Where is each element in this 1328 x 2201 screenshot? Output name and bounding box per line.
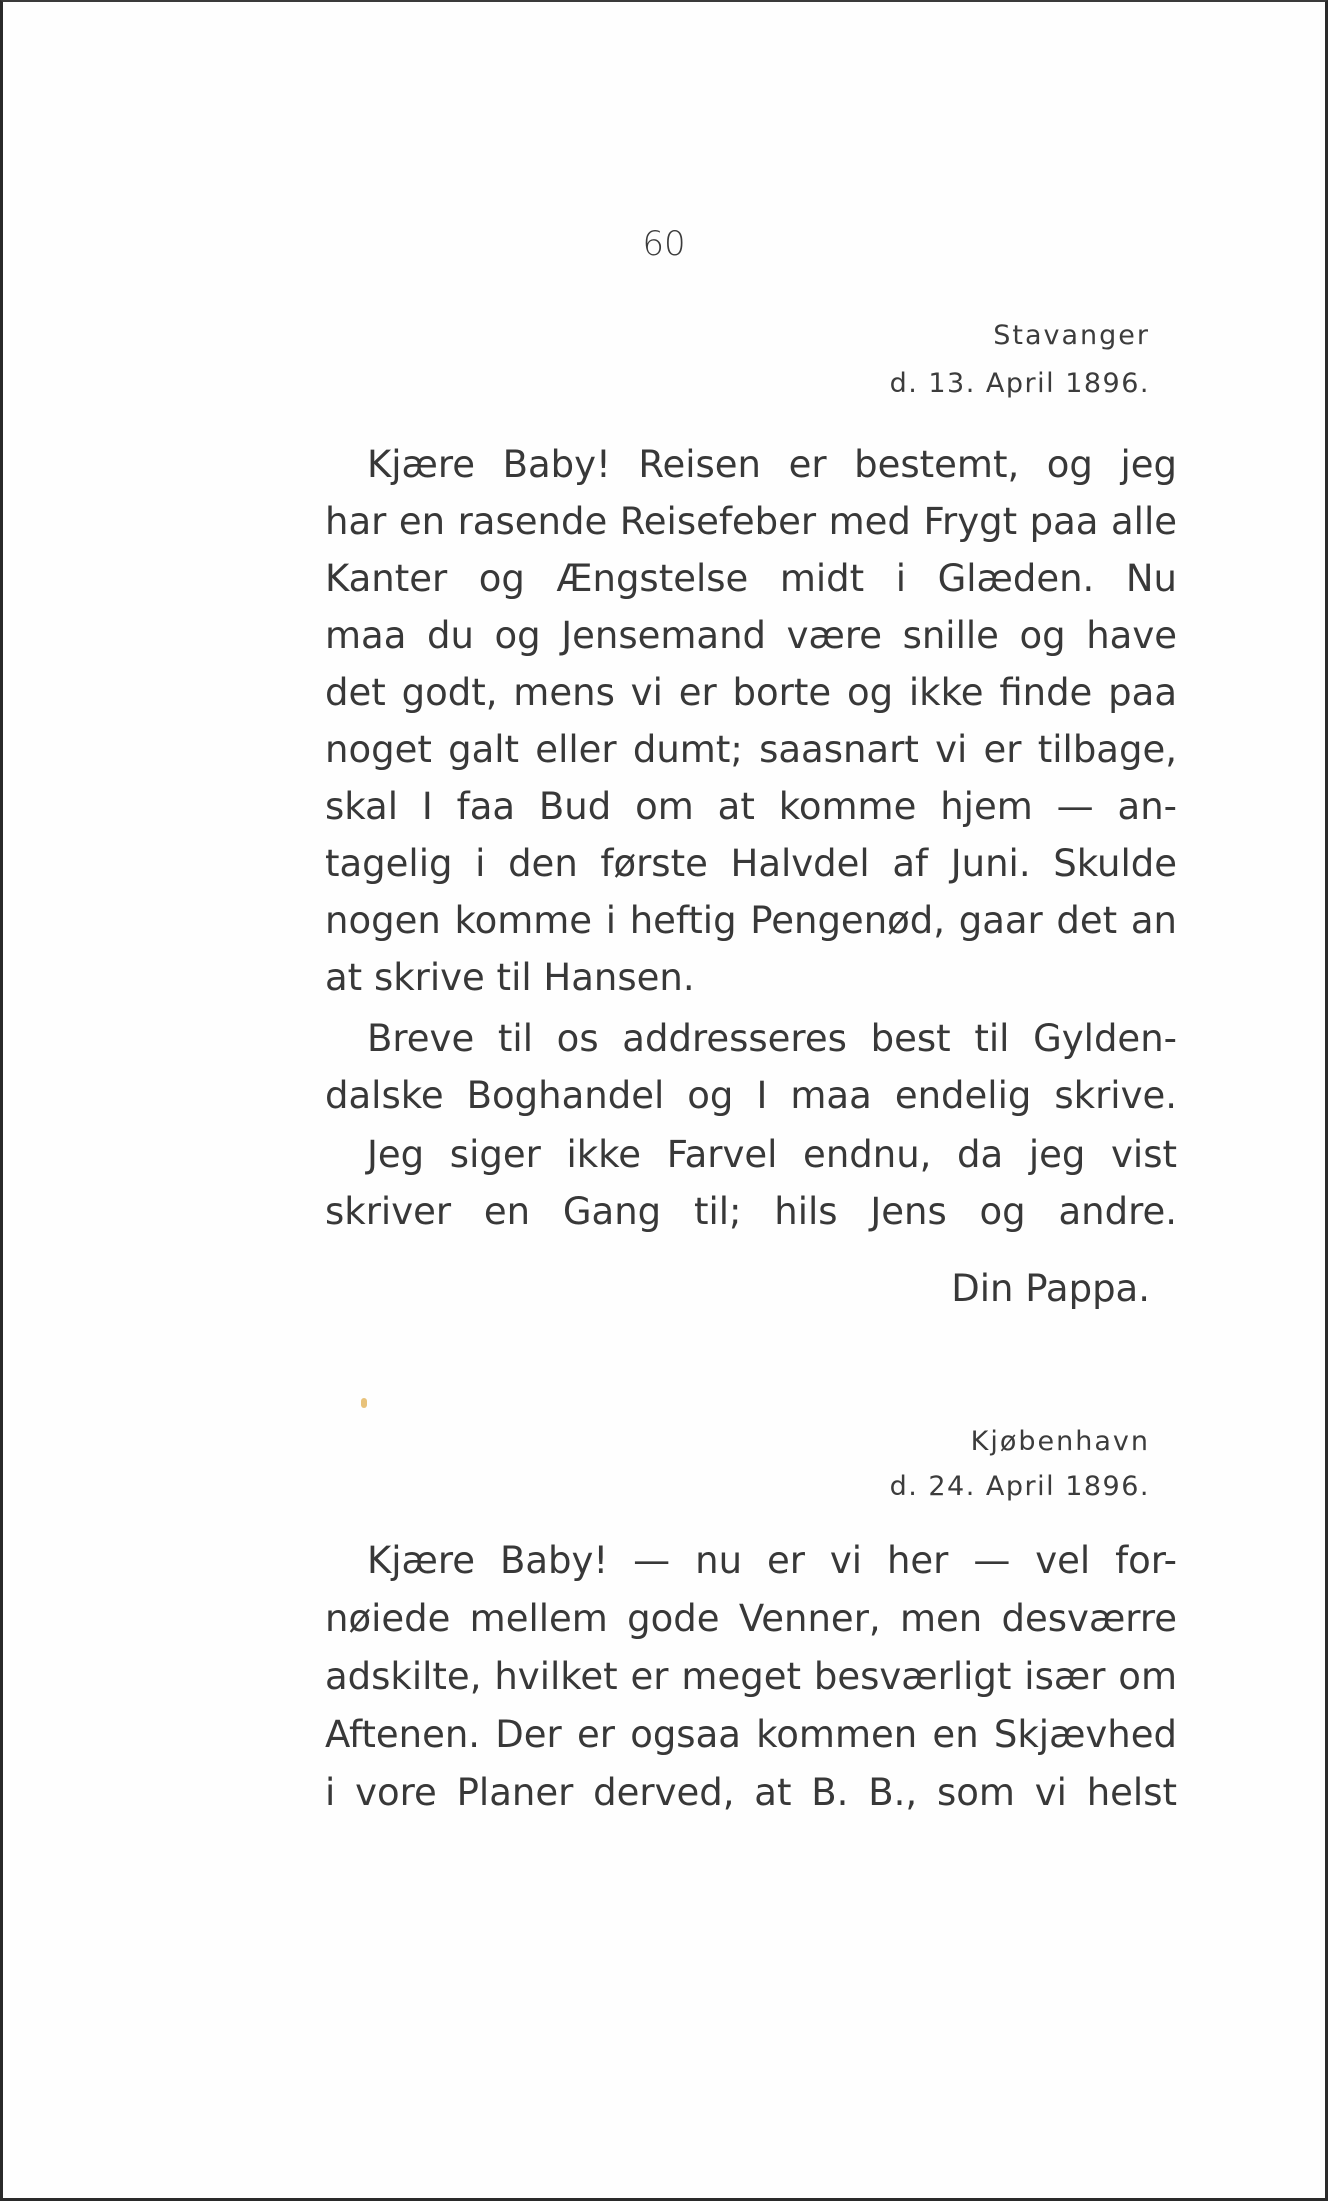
- letter-1-line: tagelig i den første Halvdel af Juni. Skulde: [325, 842, 1177, 885]
- paper-speck: [361, 1398, 367, 1408]
- letter-1-line: skal I faa Bud om at komme hjem — an-: [325, 785, 1177, 828]
- letter-1-line: at skrive til Hansen.: [325, 956, 695, 999]
- letter-1-line: Kjære Baby! Reisen er bestemt, og jeg: [367, 443, 1177, 486]
- letter-1-place: Stavanger: [993, 320, 1150, 351]
- letter-2-place: Kjøbenhavn: [970, 1426, 1150, 1457]
- letter-1-line: det godt, mens vi er borte og ikke finde paa: [325, 671, 1177, 714]
- letter-1-date: d. 13. April 1896.: [889, 368, 1150, 399]
- letter-1-line: nogen komme i heftig Pengenød, gaar det an: [325, 899, 1177, 942]
- letter-1-line: dalske Boghandel og I maa endelig skrive.: [325, 1074, 1177, 1117]
- letter-1-line: skriver en Gang til; hils Jens og andre.: [325, 1190, 1177, 1233]
- page-number: 60: [642, 224, 686, 264]
- letter-2-line: Aftenen. Der er ogsaa kommen en Skjævhed: [325, 1713, 1177, 1756]
- letter-1-line: maa du og Jensemand være snille og have: [325, 614, 1177, 657]
- letter-1-line: Breve til os addresseres best til Gylden-: [367, 1017, 1177, 1060]
- letter-2-line: nøiede mellem gode Venner, men desværre: [325, 1597, 1177, 1640]
- letter-2-date: d. 24. April 1896.: [889, 1471, 1150, 1502]
- letter-2-line: adskilte, hvilket er meget besværligt især om: [325, 1655, 1177, 1698]
- letter-1-line: Kanter og Ængstelse midt i Glæden. Nu: [325, 557, 1177, 600]
- letter-1-line: Jeg siger ikke Farvel endnu, da jeg vist: [367, 1133, 1177, 1176]
- letter-1-line: har en rasende Reisefeber med Frygt paa alle: [325, 500, 1177, 543]
- letter-2-line: Kjære Baby! — nu er vi her — vel for-: [367, 1539, 1177, 1582]
- letter-1-signature: Din Pappa.: [951, 1267, 1150, 1310]
- letter-2-line: i vore Planer derved, at B. B., som vi helst: [325, 1771, 1177, 1814]
- letter-1-line: noget galt eller dumt; saasnart vi er tilbage,: [325, 728, 1177, 771]
